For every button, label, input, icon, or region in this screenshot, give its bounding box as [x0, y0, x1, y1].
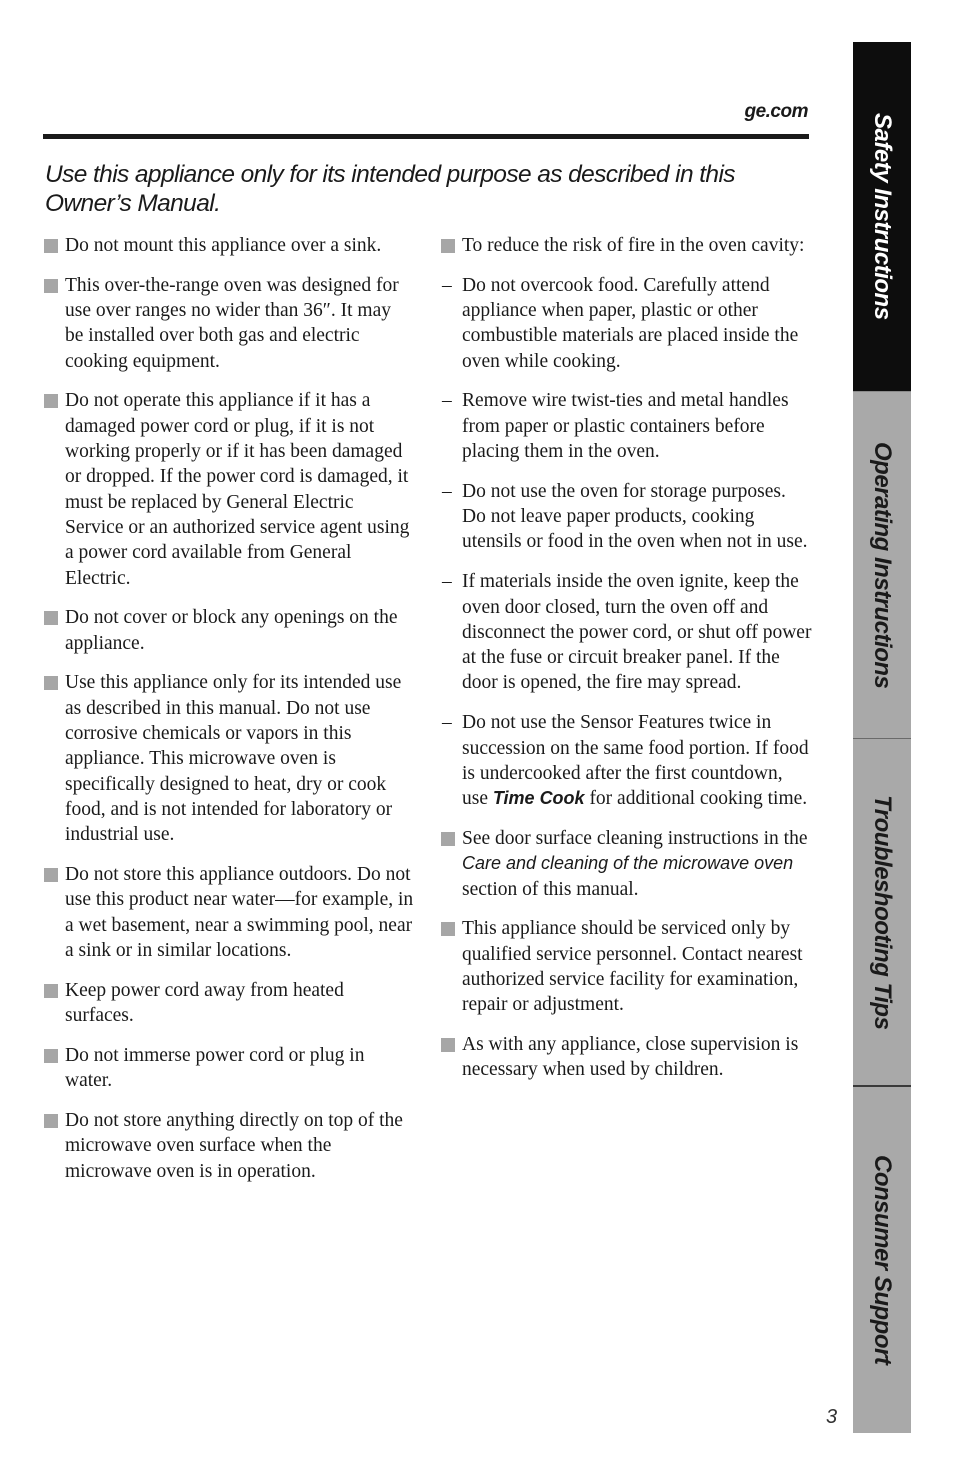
tab-consumer-support[interactable]: Consumer Support: [853, 1085, 911, 1433]
dash-list-item: – Do not use the Sensor Features twice in succession on the same food portion. If food is undercooked after the first countdown, use Time Cook for additional cooking time.: [442, 712, 809, 810]
list-item: This over-the-range oven was designed for use over ranges no wider than 36″. It may be installed over both gas and electric cooking equipment.: [44, 273, 414, 374]
list-item: See door surface cleaning instructions in the Care and cleaning of the microwave oven section of this manual.: [441, 826, 813, 902]
list-item: Use this appliance only for its intended use as described in this manual. Do not use corrosive chemicals or vapors in this appliance. This microwave oven is specifically designed to heat, dry or cook food, and is not intended for laboratory or industrial use.: [44, 670, 414, 847]
square-bullet-icon: [44, 239, 58, 253]
list-item: Do not operate this appliance if it has a damaged power cord or plug, if it is not working properly or if it has been damaged or dropped. If the power cord is damaged, it must be replaced by General Electric Service or an authorized service agent using a power cord available from General Electric.: [44, 388, 414, 590]
square-bullet-icon: [44, 1049, 58, 1063]
right-column: [441, 233, 813, 1097]
square-bullet-icon: [44, 611, 58, 625]
square-bullet-icon: [44, 1114, 58, 1128]
list-item: Do not immerse power cord or plug in water.: [44, 1043, 414, 1094]
header-rule: [43, 134, 809, 139]
left-column: [44, 233, 414, 1198]
square-bullet-icon: [441, 1038, 455, 1052]
square-bullet-icon: [44, 279, 58, 293]
list-item: Do not cover or block any openings on the appliance.: [44, 605, 414, 656]
square-bullet-icon: [44, 868, 58, 882]
square-bullet-icon: [44, 394, 58, 408]
square-bullet-icon: [441, 832, 455, 846]
tab-troubleshooting-tips[interactable]: Troubleshooting Tips: [853, 738, 911, 1085]
list-item: This appliance should be serviced only by qualified service personnel. Contact nearest authorized service facility for examination, repair or adjustment.: [441, 916, 813, 1017]
list-item: Do not store this appliance outdoors. Do not use this product near water—for example, in a wet basement, near a swimming pool, near a sink or in similar locations.: [44, 862, 414, 963]
list-item: To reduce the risk of fire in the oven cavity:: [441, 233, 813, 258]
square-bullet-icon: [44, 984, 58, 998]
site-url: ge.com: [744, 101, 808, 122]
list-item: Keep power cord away from heated surfaces.: [44, 978, 414, 1029]
dash-list-item: – If materials inside the oven ignite, keep the oven door closed, turn the oven off and disconnect the power cord, or shut off power at the fuse or circuit breaker panel. If the door is opened, the fire may spread.: [442, 571, 812, 694]
dash-marker: –: [442, 712, 452, 734]
dash-marker: –: [442, 390, 452, 412]
square-bullet-icon: [441, 922, 455, 936]
page-number: 3: [826, 1406, 838, 1428]
dash-list-item: – Do not overcook food. Carefully attend appliance when paper, plastic or other combustible materials are placed inside the oven while cooking.: [442, 274, 799, 372]
square-bullet-icon: [44, 676, 58, 690]
list-item: Do not mount this appliance over a sink.: [44, 233, 414, 258]
dash-list-item: – Do not use the oven for storage purposes. Do not leave paper products, cooking utensils or food in the oven when not in use.: [442, 480, 808, 553]
list-item: Do not store anything directly on top of the microwave oven surface when the microwave oven is in operation.: [44, 1108, 414, 1184]
intro-heading: Use this appliance only for its intended purpose as described in this Owner’s Manual.: [45, 161, 735, 217]
tab-safety-instructions[interactable]: Safety Instructions: [853, 42, 911, 391]
section-tabs: [853, 42, 911, 1433]
time-cook-key: Time Cook: [492, 788, 585, 809]
dash-list-item: – Remove wire twist-ties and metal handles from paper or plastic containers before placing them in the oven.: [442, 390, 789, 463]
square-bullet-icon: [441, 239, 455, 253]
dash-marker: –: [442, 480, 452, 502]
section-reference: Care and cleaning of the microwave oven: [462, 853, 794, 874]
dash-marker: –: [442, 274, 452, 296]
dash-marker: –: [442, 571, 452, 593]
tab-operating-instructions[interactable]: Operating Instructions: [853, 391, 911, 738]
list-item: As with any appliance, close supervision is necessary when used by children.: [441, 1032, 813, 1083]
